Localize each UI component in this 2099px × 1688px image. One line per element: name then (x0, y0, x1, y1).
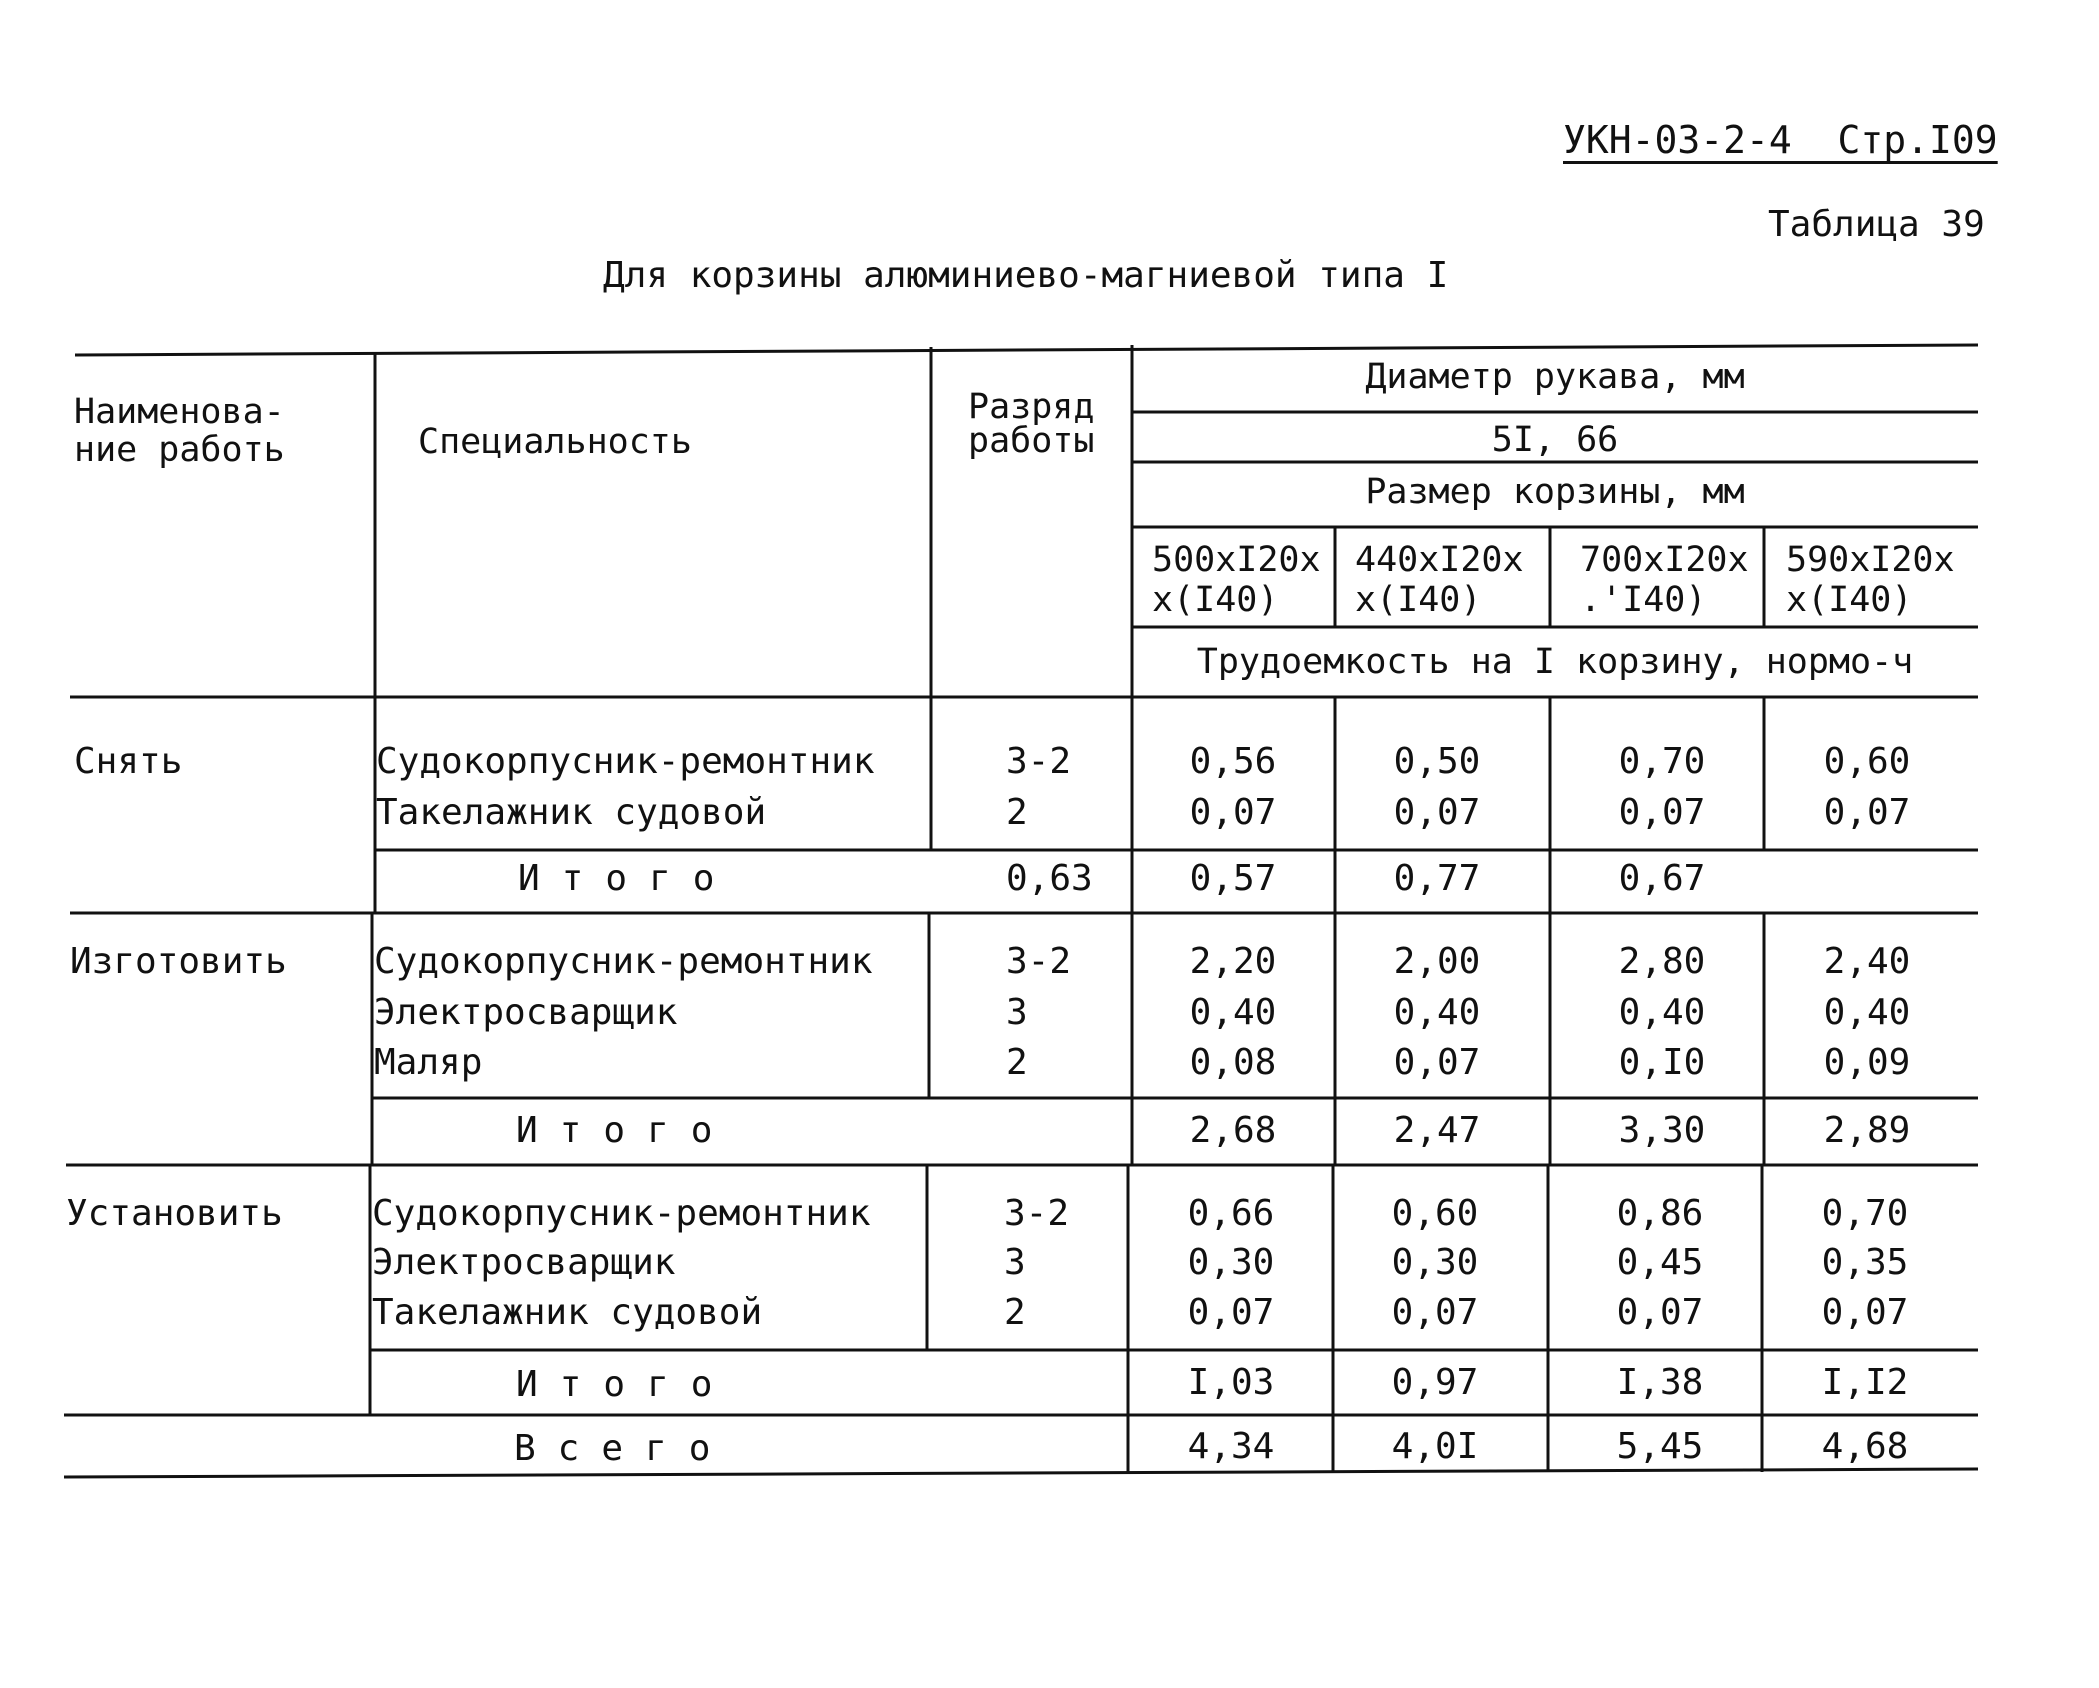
header-specialty: Специальность (418, 422, 692, 462)
subtotal-value: I,I2 (1821, 1362, 1909, 1403)
subtotal-value: 3,30 (1618, 1110, 1706, 1151)
subtotal-label: Итого (516, 1110, 735, 1151)
value-cell: 0,40 (1393, 992, 1481, 1033)
subtotal-value: 0,97 (1391, 1362, 1479, 1403)
grand-total-value: 5,45 (1616, 1426, 1704, 1467)
header-diameter: Диаметр рукава, мм (1365, 357, 1745, 397)
specialty-cell: Такелажник судовой (372, 1292, 763, 1333)
subtotal-value: 0,57 (1189, 858, 1277, 899)
grade-cell: 3 (1006, 992, 1028, 1033)
grand-total-label: Всего (514, 1428, 733, 1469)
header-labor: Трудоемкость на I корзину, нормо-ч (1196, 642, 1914, 682)
table-bottom-rule (64, 1469, 1978, 1477)
value-cell: 0,07 (1616, 1292, 1704, 1333)
grade-cell: 3 (1004, 1242, 1026, 1283)
value-cell: 0,07 (1189, 792, 1277, 833)
value-cell: 0,07 (1821, 1292, 1909, 1333)
value-cell: 0,70 (1821, 1193, 1909, 1234)
value-cell: 2,80 (1618, 941, 1706, 982)
value-cell: 0,86 (1616, 1193, 1704, 1234)
value-cell: 0,07 (1618, 792, 1706, 833)
subtotal-label: Итого (518, 858, 737, 899)
value-cell: 0,09 (1823, 1042, 1911, 1083)
table-title: Для корзины алюминиево-магниевой типа I (603, 255, 1449, 296)
value-cell: 0,70 (1618, 741, 1706, 782)
header-size-4: 590хI20х х(I40) (1786, 540, 1955, 620)
header-basket-size: Размер корзины, мм (1365, 472, 1745, 512)
value-cell: 0,56 (1189, 741, 1277, 782)
specialty-cell: Маляр (374, 1042, 483, 1083)
group-name-manufacture: Изготовить (70, 941, 287, 982)
value-cell: 0,40 (1823, 992, 1911, 1033)
specialty-cell: Электросварщик (374, 992, 678, 1033)
value-cell: 0,30 (1187, 1242, 1275, 1283)
value-cell: 0,60 (1823, 741, 1911, 782)
value-cell: 0,07 (1393, 792, 1481, 833)
specialty-cell: Судокорпусник-ремонтник (372, 1193, 871, 1234)
value-cell: 2,40 (1823, 941, 1911, 982)
table-top-rule (75, 345, 1978, 355)
grand-total-value: 4,34 (1187, 1426, 1275, 1467)
subtotal-value: 2,68 (1189, 1110, 1277, 1151)
value-cell: 0,60 (1391, 1193, 1479, 1234)
value-cell: 0,I0 (1618, 1042, 1706, 1083)
value-cell: 0,40 (1618, 992, 1706, 1033)
subtotal-value: I,03 (1187, 1362, 1275, 1403)
grand-total-value: 4,68 (1821, 1426, 1909, 1467)
value-cell: 0,07 (1823, 792, 1911, 833)
header-diameter-values: 5I, 66 (1491, 420, 1619, 460)
table-number: Таблица 39 (1768, 204, 1985, 245)
specialty-cell: Судокорпусник-ремонтник (374, 941, 873, 982)
value-cell: 2,20 (1189, 941, 1277, 982)
value-cell: 0,66 (1187, 1193, 1275, 1234)
grade-cell: 2 (1006, 1042, 1028, 1083)
grade-cell: 2 (1004, 1292, 1026, 1333)
grade-cell: 3-2 (1006, 741, 1072, 782)
subtotal-value: 2,47 (1393, 1110, 1481, 1151)
header-size-1: 500хI20х х(I40) (1152, 540, 1321, 620)
subtotal-value: 0,63 (1006, 858, 1093, 899)
header-grade: Разряд работы (968, 387, 1095, 461)
specialty-cell: Электросварщик (372, 1242, 676, 1283)
value-cell: 0,40 (1189, 992, 1277, 1033)
value-cell: 0,30 (1391, 1242, 1479, 1283)
specialty-cell: Такелажник судовой (376, 792, 767, 833)
value-cell: 0,35 (1821, 1242, 1909, 1283)
group-name-install: Установить (66, 1193, 283, 1234)
value-cell: 0,07 (1391, 1292, 1479, 1333)
value-cell: 2,00 (1393, 941, 1481, 982)
group-name-remove: Снять (74, 741, 183, 782)
subtotal-label: Итого (516, 1364, 735, 1405)
grade-cell: 3-2 (1006, 941, 1072, 982)
grade-cell: 2 (1006, 792, 1028, 833)
subtotal-value: I,38 (1616, 1362, 1704, 1403)
subtotal-value: 0,77 (1393, 858, 1481, 899)
subtotal-value: 2,89 (1823, 1110, 1911, 1151)
document-code: УКН-03-2-4 Стр.I09 (1563, 118, 1998, 162)
header-size-3: 700хI20х .'I40) (1580, 540, 1749, 620)
value-cell: 0,45 (1616, 1242, 1704, 1283)
header-work-name: Наименова- ние работь (74, 392, 285, 470)
value-cell: 0,07 (1187, 1292, 1275, 1333)
specialty-cell: Судокорпусник-ремонтник (376, 741, 875, 782)
subtotal-value: 0,67 (1618, 858, 1706, 899)
grand-total-value: 4,0I (1391, 1426, 1479, 1467)
header-size-2: 440хI20х х(I40) (1355, 540, 1524, 620)
value-cell: 0,08 (1189, 1042, 1277, 1083)
value-cell: 0,07 (1393, 1042, 1481, 1083)
value-cell: 0,50 (1393, 741, 1481, 782)
grade-cell: 3-2 (1004, 1193, 1070, 1234)
